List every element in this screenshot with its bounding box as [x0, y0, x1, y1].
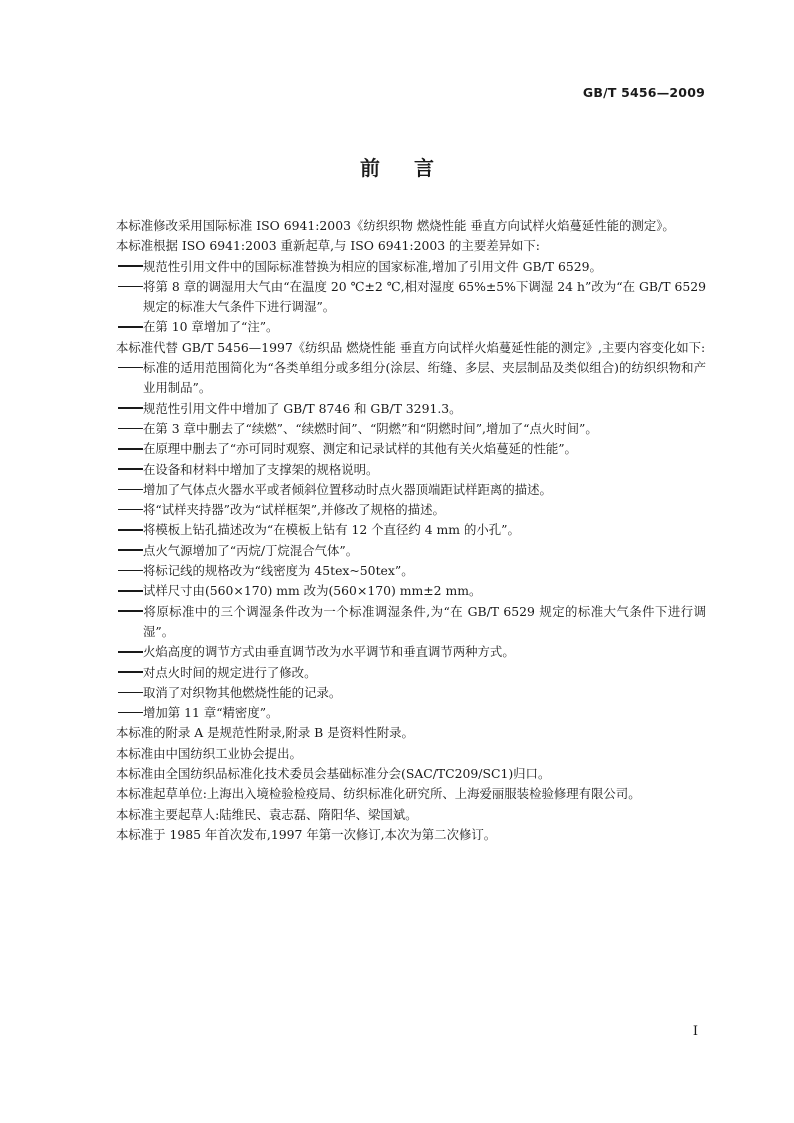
change-item: 将“试样夹持器”改为“试样框架”,并修改了规格的描述。: [90, 500, 706, 520]
change-item: 试样尺寸由(560×170) mm 改为(560×170) mm±2 mm。: [90, 581, 706, 601]
em-dash-marker: [118, 468, 143, 470]
em-dash-marker: [118, 509, 143, 511]
change-item: 在原理中删去了“亦可同时观察、测定和记录试样的其他有关火焰蔓延的性能”。: [90, 439, 706, 459]
change-item: 标准的适用范围简化为“各类单组分或多组分(涂层、绗缝、多层、夹层制品及类似组合)的纺织织物和产业用制品”。: [90, 358, 706, 399]
change-item: 对点火时间的规定进行了修改。: [90, 663, 706, 683]
change-item: 规范性引用文件中增加了 GB/T 8746 和 GB/T 3291.3。: [90, 399, 706, 419]
closing-paragraph-drafters: 本标准主要起草人:陆维民、袁志磊、隋阳华、梁国斌。: [116, 806, 418, 822]
change-item: 取消了对织物其他燃烧性能的记录。: [90, 683, 706, 703]
em-dash-marker: [118, 265, 143, 267]
difference-item: 规范性引用文件中的国际标准替换为相应的国家标准,增加了引用文件 GB/T 6529。: [90, 257, 706, 277]
em-dash-marker: [118, 407, 143, 409]
em-dash-marker: [118, 671, 143, 673]
closing-paragraph-proposer: 本标准由中国纺织工业协会提出。: [116, 745, 302, 761]
closing-paragraph-drafting-units: 本标准起草单位:上海出入境检验检疫局、纺织标准化研究所、上海爱丽服装检验修理有限公司。: [116, 786, 641, 802]
em-dash-marker: [118, 549, 143, 551]
em-dash-marker: [118, 428, 143, 430]
change-item: 将模板上钻孔描述改为“在模板上钻有 12 个直径约 4 mm 的小孔”。: [90, 520, 706, 540]
foreword-body: [90, 216, 706, 845]
em-dash-marker: [118, 590, 143, 592]
closing-paragraph-history: 本标准于 1985 年首次发布,1997 年第一次修订,本次为第二次修订。: [116, 826, 497, 842]
change-item: 将原标准中的三个调湿条件改为一个标准调湿条件,为“在 GB/T 6529 规定的标准大气条件下进行调湿”。: [90, 602, 706, 643]
change-item: 将标记线的规格改为“线密度为 45tex~50tex”。: [90, 561, 706, 581]
page-title: 前言: [360, 156, 468, 180]
em-dash-marker: [118, 651, 143, 653]
intro-paragraph-adoption: 本标准修改采用国际标准 ISO 6941:2003《纺织织物 燃烧性能 垂直方向试样火焰蔓延性能的测定》。: [116, 218, 675, 233]
closing-paragraph-annex: 本标准的附录 A 是规范性附录,附录 B 是资料性附录。: [116, 725, 414, 741]
em-dash-marker: [118, 286, 143, 288]
intro-paragraph-differences: 本标准根据 ISO 6941:2003 重新起草,与 ISO 6941:2003 的主要差异如下:: [116, 238, 540, 254]
standard-code: GB/T 5456—2009: [582, 85, 705, 100]
change-item: 增加第 11 章“精密度”。: [90, 703, 706, 723]
em-dash-marker: [118, 326, 143, 328]
page-number: I: [692, 1024, 698, 1039]
change-item: 火焰高度的调节方式由垂直调节改为水平调节和垂直调节两种方式。: [90, 642, 706, 662]
em-dash-marker: [118, 570, 143, 572]
em-dash-marker: [118, 529, 143, 531]
difference-item: 将第 8 章的调湿用大气由“在温度 20 ℃±2 ℃,相对湿度 65%±5%下调湿 24 h”改为“在 GB/T 6529规定的标准大气条件下进行调湿”。: [90, 277, 706, 318]
change-item: 在设备和材料中增加了支撑架的规格说明。: [90, 460, 706, 480]
em-dash-marker: [118, 489, 143, 491]
closing-paragraph-committee: 本标准由全国纺织品标准化技术委员会基础标准分会(SAC/TC209/SC1)归口。: [116, 766, 551, 782]
em-dash-marker: [118, 692, 143, 694]
em-dash-marker: [118, 712, 143, 714]
change-item: 点火气源增加了“丙烷/丁烷混合气体”。: [90, 541, 706, 561]
difference-item: 在第 10 章增加了“注”。: [90, 317, 706, 337]
change-item: 在第 3 章中删去了“续燃”、“续燃时间”、“阴燃”和“阴燃时间”,增加了“点火时间”。: [90, 419, 706, 439]
replace-paragraph: 本标准代替 GB/T 5456—1997《纺织品 燃烧性能 垂直方向试样火焰蔓延性能的测定》,主要内容变化如下:: [116, 339, 706, 355]
change-item: 增加了气体点火器水平或者倾斜位置移动时点火器顶端距试样距离的描述。: [90, 480, 706, 500]
em-dash-marker: [118, 367, 143, 369]
em-dash-marker: [118, 610, 143, 612]
em-dash-marker: [118, 448, 143, 450]
